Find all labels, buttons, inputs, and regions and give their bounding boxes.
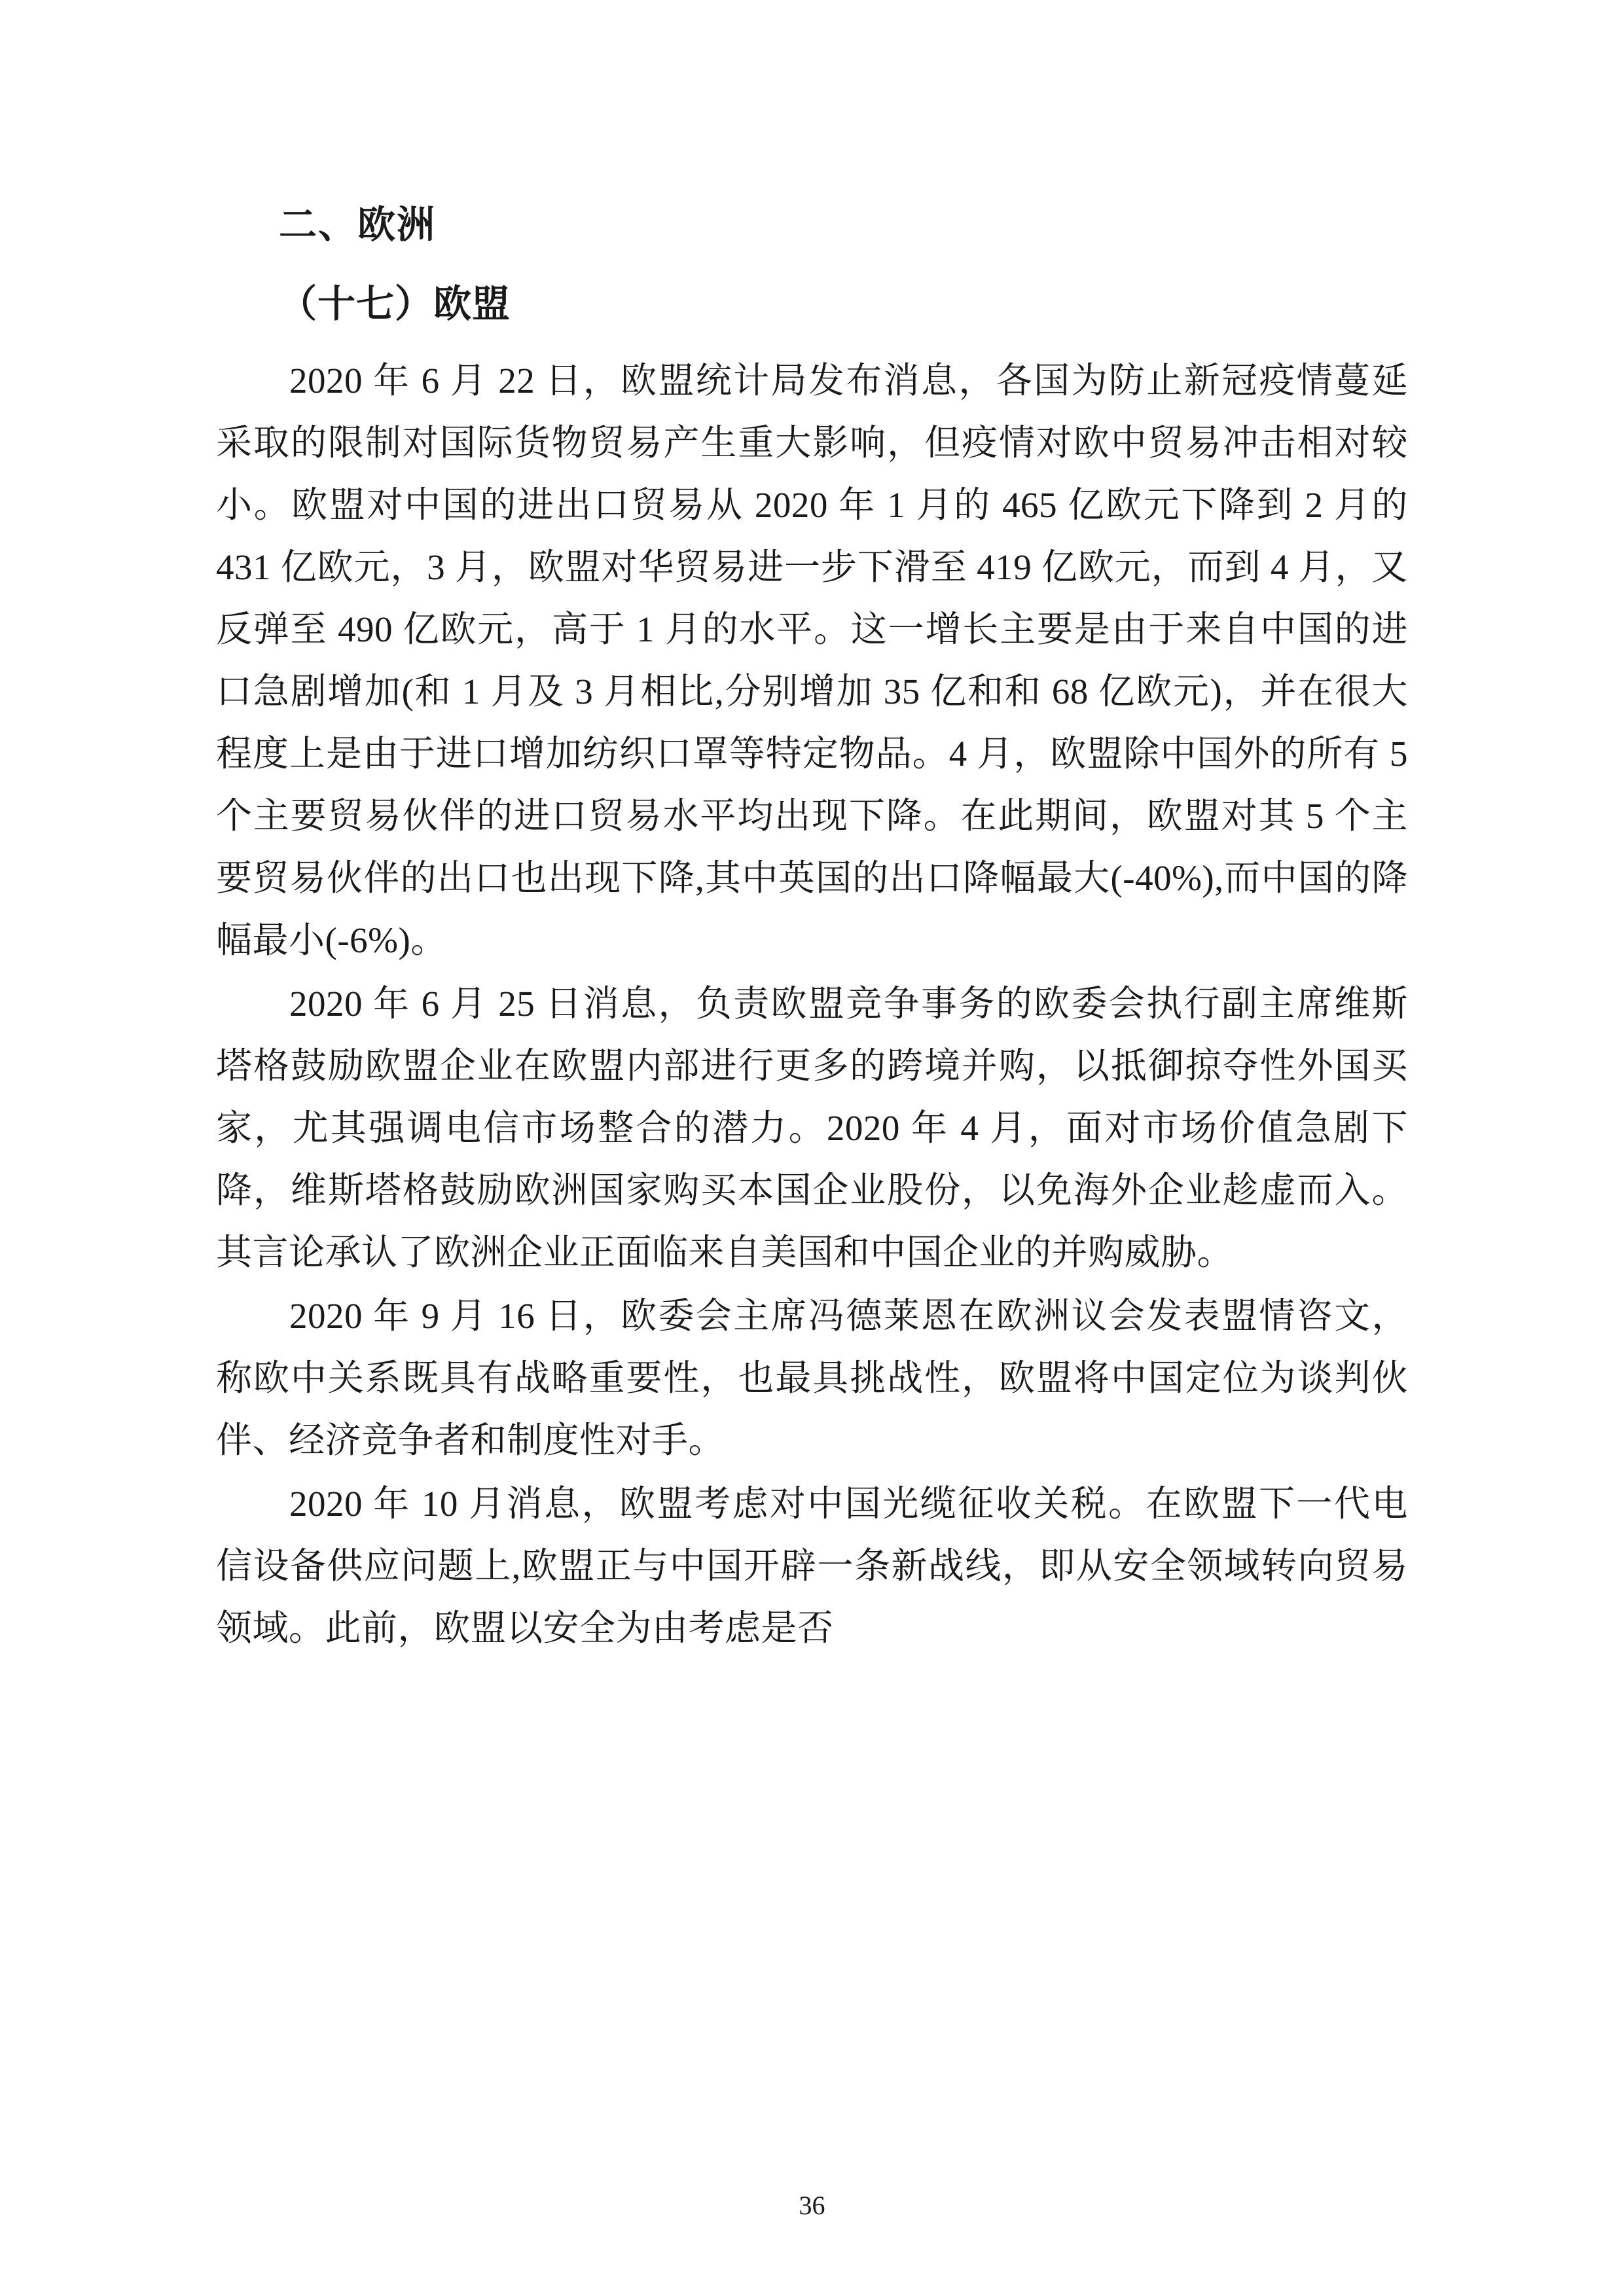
body-paragraph-4: 2020 年 10 月消息，欧盟考虑对中国光缆征收关税。在欧盟下一代电信设备供应问题上,欧盟正与中国开辟一条新战线，即从安全领域转向贸易领域。此前，欧盟以安全为由考虑是否: [216, 1484, 1408, 1648]
body-paragraph-1: 2020 年 6 月 22 日，欧盟统计局发布消息，各国为防止新冠疫情蔓延采取的限制对国际货物贸易产生重大影响，但疫情对欧中贸易冲击相对较小。欧盟对中国的进出口贸易从 2020 年 1 月的 465 亿欧元下降到 2 月的 431 亿欧元，3 月，欧盟对华贸易进一步下滑至 419 亿欧元，而到 4 月，又反弹至 490 亿欧元，高于 1 月的水平。这一增长主要是由于来自中国的进口急剧增加(和 1 月及 3 月相比,分别增加 35 亿和和 68 亿欧元)，并在很大程度上是由于进口增加纺织口罩等特定物品。4 月，欧盟除中国外的所有 5 个主要贸易伙伴的进口贸易水平均出现下降。在此期间，欧盟对其 5 个主要贸易伙伴的出口也出现下降,其中英国的出口降幅最大(-40%),而中国的降幅最小(-6%)。: [216, 361, 1408, 960]
sub-heading: （十七）欧盟: [279, 283, 511, 325]
page-content: [216, 196, 1408, 1659]
section-heading: 二、欧洲: [279, 204, 437, 246]
page-number: 36: [799, 2191, 825, 2220]
body-paragraph-3: 2020 年 9 月 16 日，欧委会主席冯德莱恩在欧洲议会发表盟情咨文，称欧中关系既具有战略重要性，也最具挑战性，欧盟将中国定位为谈判伙伴、经济竞争者和制度性对手。: [216, 1296, 1408, 1460]
body-paragraph-2: 2020 年 6 月 25 日消息，负责欧盟竞争事务的欧委会执行副主席维斯塔格鼓励欧盟企业在欧盟内部进行更多的跨境并购，以抵御掠夺性外国买家，尤其强调电信市场整合的潜力。2020 年 4 月，面对市场价值急剧下降，维斯塔格鼓励欧洲国家购买本国企业股份，以免海外企业趁虚而入。其言论承认了欧洲企业正面临来自美国和中国企业的并购威胁。: [216, 984, 1408, 1272]
